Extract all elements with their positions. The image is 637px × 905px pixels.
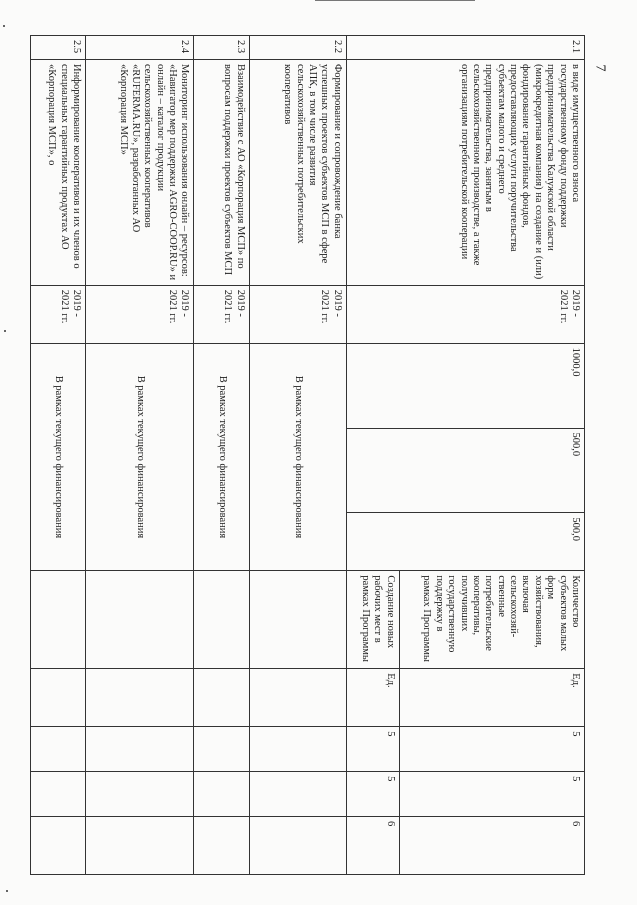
indicator-name — [249, 571, 346, 669]
funding-2021: 500,0 — [346, 513, 584, 571]
activity-text: Формирование и сопровождение банка успешных проектов субъектов МСП в сфере АПК, в том числе развития сельскохозяйственных потребительских кооперативов — [249, 59, 346, 285]
activity-text: в виде имущественного взноса государственному фонду поддержки предпринимательства Калужской области (микрокредитная компания) на создание и (или) фондирование гарантийных фондов, предоставляющих услуги поручительства субъектам малого и среднего предпринимательства, занятым в сельскохозяйственном производстве, а также организациям потребительской кооперации — [346, 59, 584, 285]
row-number: 2.4 — [86, 36, 194, 60]
period: 2019 - 2021 гг. — [346, 285, 584, 343]
indicator-value-2020: 5 — [399, 772, 584, 817]
activity-text: Взаимодействие с АО «Корпорация МСП» по вопросам поддержки проектов субъектов МСП — [194, 59, 249, 285]
funding-2020: 500,0 — [346, 428, 584, 513]
financing-note: В рамках текущего финансирования — [86, 343, 194, 571]
indicator-value-2021: 6 — [399, 817, 584, 875]
indicator-name: Создание новых рабочих мест в рамках Программы — [346, 571, 399, 669]
row-number: 2.1 — [346, 36, 584, 60]
scan-speck — [3, 25, 5, 27]
rotated-table-container — [30, 35, 585, 875]
table-row-2-2 — [249, 36, 346, 875]
activity-text: Мониторинг использования онлайн – ресурсов: «Навигатор мер поддержки AGRO-COOP.RU» и онлайн – каталог продукции сельскохозяйственных кооперативов «RUFERMA.RU», разработанных АО «Корпорация МСП» — [86, 59, 194, 285]
indicator-name — [194, 571, 249, 669]
indicator-name: Количество субъектов малых форм хозяйствования, включая сельскохозяй-ственные потребительские кооперативы, получивших государственную поддержку в рамках Программы — [399, 571, 584, 669]
indicator-value-2019 — [31, 727, 86, 772]
period: 2019 - 2021 гг. — [249, 285, 346, 343]
indicator-unit — [249, 669, 346, 727]
period: 2019 - 2021 гг. — [194, 285, 249, 343]
page-number: 7 — [592, 64, 608, 72]
indicator-value-2019: 5 — [346, 727, 399, 772]
indicator-value-2019: 5 — [399, 727, 584, 772]
scan-speck — [4, 330, 6, 332]
financing-note: В рамках текущего финансирования — [249, 343, 346, 571]
indicator-unit: Ед. — [346, 669, 399, 727]
indicator-value-2021 — [86, 817, 194, 875]
scan-edge-line — [315, 0, 475, 1]
table-row-2-3 — [194, 36, 249, 875]
indicator-value-2021: 6 — [346, 817, 399, 875]
indicator-value-2020 — [86, 772, 194, 817]
indicator-value-2021 — [194, 817, 249, 875]
financing-note: В рамках текущего финансирования — [194, 343, 249, 571]
program-activities-table — [30, 35, 585, 875]
row-number: 2.3 — [194, 36, 249, 60]
indicator-value-2020 — [249, 772, 346, 817]
indicator-value-2020: 5 — [346, 772, 399, 817]
period: 2019 - 2021 гг. — [31, 285, 86, 343]
funding-2019: 1000,0 — [346, 343, 584, 428]
indicator-unit: Ед. — [399, 669, 584, 727]
indicator-value-2020 — [31, 772, 86, 817]
indicator-value-2019 — [194, 727, 249, 772]
indicator-value-2021 — [31, 817, 86, 875]
indicator-name — [86, 571, 194, 669]
indicator-unit — [194, 669, 249, 727]
indicator-value-2019 — [249, 727, 346, 772]
table-row-2-5 — [31, 36, 86, 875]
activity-text: Информирование кооперативов и их членов о специальных гарантийных продуктах АО «Корпорация МСП», о — [31, 59, 86, 285]
indicator-unit — [31, 669, 86, 727]
financing-note: В рамках текущего финансирования — [31, 343, 86, 571]
indicator-value-2019 — [86, 727, 194, 772]
scan-speck — [6, 890, 8, 892]
indicator-name — [31, 571, 86, 669]
period: 2019 - 2021 гг. — [86, 285, 194, 343]
indicator-value-2021 — [249, 817, 346, 875]
indicator-value-2020 — [194, 772, 249, 817]
row-number: 2.5 — [31, 36, 86, 60]
table-row-2-4 — [86, 36, 194, 875]
row-number: 2.2 — [249, 36, 346, 60]
table-row-2-1 — [399, 36, 584, 875]
indicator-unit — [86, 669, 194, 727]
